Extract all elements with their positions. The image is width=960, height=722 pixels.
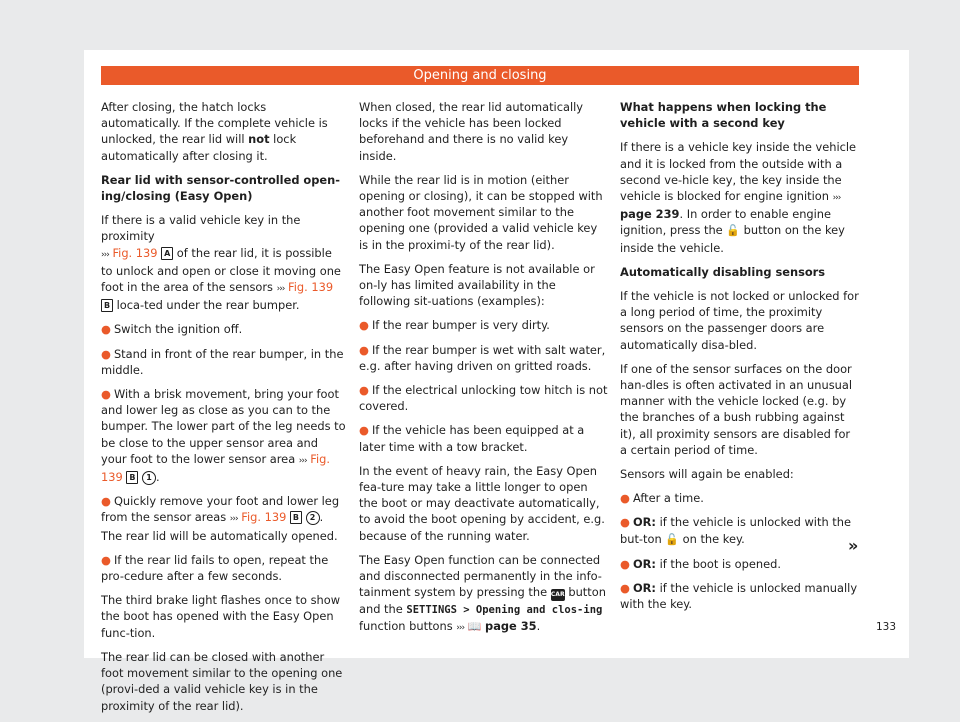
- bullet-icon: ●: [101, 322, 111, 337]
- bullet-icon: ●: [620, 581, 630, 596]
- bullet-icon: ●: [359, 342, 369, 357]
- list-item: ● If the rear lid fails to open, repeat the pro-cedure after a few seconds.: [101, 552, 329, 584]
- list-item: ● With a brisk movement, bring your foot and lower leg as close as you can to the bumper. The lower part of the leg needs to be close to the upper sensor area and your foot to the lower sensor area ››› Fig. 139 B 1 .: [101, 387, 346, 485]
- arrow-icon: ›››: [298, 455, 307, 466]
- bullet-icon: ●: [101, 346, 111, 361]
- paragraph: If one of the sensor surfaces on the door han-dles is often activated in an unusual manner with the vehicle locked (e.g. by the branches of a bush rubbing against it), all proximity sensors are disabled for a certain period of time.: [620, 361, 853, 457]
- paragraph: If there is a valid vehicle key in the proximity ››› Fig. 139 A of the rear lid, it is possible to unlock and open or close it moving one foot in the area of the sensors ››› Fig. 139 B loca-ted under the rear bumper.: [101, 213, 341, 313]
- bullet-icon: ●: [359, 383, 369, 398]
- list-item: ● OR: if the boot is opened.: [620, 556, 781, 571]
- step-1-icon: 1: [142, 471, 156, 485]
- list-item: ● If the rear bumper is wet with salt water, e.g. after having driven on gritted roads.: [359, 342, 606, 373]
- list-item: ● OR: if the vehicle is unlocked manually with the key.: [620, 581, 858, 612]
- list-item: ● If the vehicle has been equipped at a later time with a tow bracket.: [359, 423, 585, 454]
- unlock-icon: 🔓: [665, 532, 680, 546]
- paragraph: Sensors will again be enabled:: [620, 467, 794, 482]
- arrow-icon: ›››: [276, 284, 285, 295]
- figure-ref[interactable]: Fig. 139: [288, 280, 334, 295]
- bullet-icon: ●: [620, 556, 630, 571]
- label-b-icon: B: [126, 471, 138, 484]
- bullet-icon: ●: [359, 318, 369, 333]
- section-heading: Rear lid with sensor-controlled open-ing/closing (Easy Open): [101, 172, 340, 204]
- paragraph: In the event of heavy rain, the Easy Open fea-ture may take a little longer to open the boot or may deactivate automatically, to avoid the boot opening by accident, e.g. because of the running water.: [359, 463, 605, 543]
- label-b-icon: B: [101, 299, 113, 312]
- menu-path: SETTINGS > Opening and clos-ing: [406, 604, 603, 617]
- figure-ref[interactable]: Fig. 139: [241, 510, 287, 525]
- paragraph: After closing, the hatch locks automatically. If the complete vehicle is unlocked, the rear lid will not lock automatically after closing it.: [101, 100, 328, 163]
- list-item: ● If the electrical unlocking tow hitch is not covered.: [359, 383, 608, 414]
- continue-mark: »: [848, 536, 859, 555]
- car-icon: CAR: [551, 589, 565, 601]
- page-header: Opening and closing: [101, 66, 859, 85]
- page-number: 133: [876, 621, 897, 633]
- book-icon: 📖: [467, 620, 482, 634]
- paragraph: While the rear lid is in motion (either opening or closing), it can be stopped with another foot movement similar to the opening one (provided a valid vehicle key is in the proximi-ty of the rear lid).: [359, 172, 603, 252]
- list-item: ● OR: if the vehicle is unlocked with the but-ton 🔓 on the key.: [620, 514, 860, 547]
- paragraph: The Easy Open function can be connected and disconnected permanently in the info-tainment system by pressing the CAR button and the SETTINGS > Opening and clos-ing function buttons ››› 📖 page 35.: [359, 552, 606, 634]
- arrow-icon: ›››: [832, 193, 841, 204]
- section-heading: What happens when locking the vehicle with a second key: [620, 100, 827, 131]
- label-b-icon: B: [290, 511, 302, 524]
- bullet-icon: ●: [359, 423, 369, 438]
- paragraph: If the vehicle is not locked or unlocked for a long period of time, the proximity sensors on the passenger doors are automatically disa-bled.: [620, 289, 859, 352]
- bullet-icon: ●: [620, 491, 630, 506]
- section-heading: Automatically disabling sensors: [620, 264, 826, 279]
- bullet-icon: ●: [101, 387, 111, 402]
- paragraph: The rear lid can be closed with another foot movement similar to the opening one (provi-ded a valid vehicle key is in the proximity of the rear lid).: [101, 649, 343, 713]
- paragraph: The Easy Open feature is not available or on-ly has limited availability in the following sit-uations (examples):: [359, 261, 595, 309]
- paragraph: The third brake light flashes once to show the boot has opened with the Easy Open func-tion.: [101, 593, 341, 640]
- list-item: ● If the rear bumper is very dirty.: [359, 318, 550, 333]
- list-item: ● After a time.: [620, 491, 704, 506]
- bullet-icon: ●: [101, 494, 111, 509]
- arrow-icon: ›››: [101, 249, 109, 260]
- figure-ref[interactable]: Fig. 139: [112, 245, 158, 260]
- arrow-icon: ›››: [456, 623, 465, 634]
- bullet-icon: ●: [620, 515, 630, 530]
- bullet-icon: ●: [101, 552, 111, 567]
- column-1: [101, 99, 346, 722]
- list-item: ● Stand in front of the rear bumper, in the middle.: [101, 346, 344, 377]
- list-item: ● Quickly remove your foot and lower leg from the sensor areas ››› Fig. 139 B 2 . The rear lid will be automatically opened.: [101, 494, 340, 543]
- page-ref[interactable]: page 35: [485, 619, 537, 634]
- arrow-icon: ›››: [229, 514, 238, 525]
- paragraph: If there is a vehicle key inside the vehicle and it is locked from the outside with a second ve-hicle key, the key inside the vehicle is blocked for engine ignition ››› page 239. In order to enable engine ignition, press the 🔓 button on the key inside the vehicle.: [620, 140, 857, 255]
- unlock-icon: 🔓: [726, 224, 741, 238]
- figure-ref[interactable]: Fig. 139: [101, 451, 330, 485]
- paragraph: When closed, the rear lid automatically locks if the vehicle has been locked beforehand and there is no valid key inside.: [359, 100, 584, 163]
- step-2-icon: 2: [306, 511, 320, 525]
- column-2: [359, 99, 609, 645]
- page-ref[interactable]: page 239: [620, 207, 680, 222]
- column-3: [620, 99, 860, 620]
- label-a-icon: A: [161, 247, 173, 260]
- list-item: ● Switch the ignition off.: [101, 322, 243, 337]
